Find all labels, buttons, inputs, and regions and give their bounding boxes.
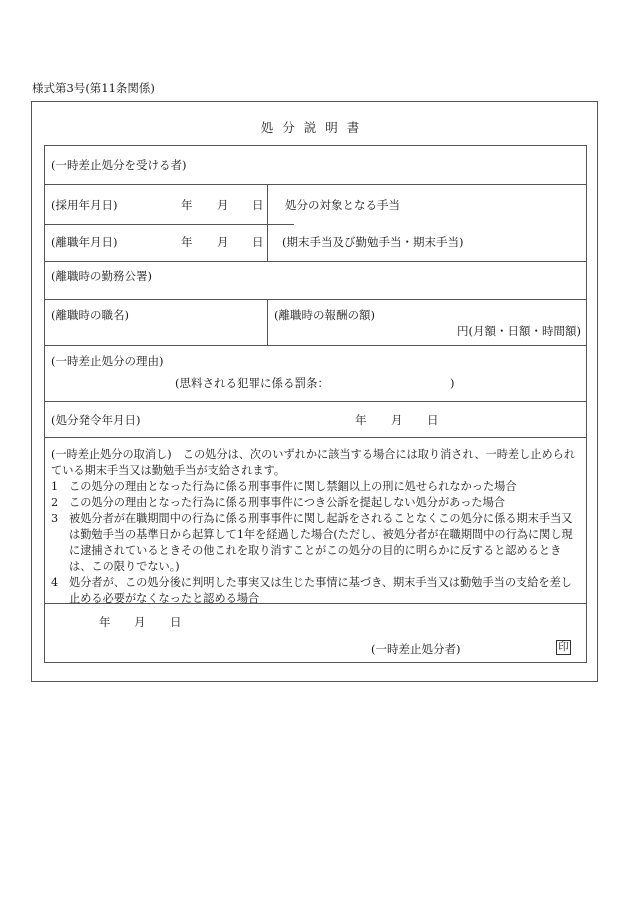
issue-day-unit: 日 xyxy=(427,413,439,427)
row-divider xyxy=(45,184,586,185)
list-item-number: 4 xyxy=(51,576,59,589)
list-item xyxy=(51,495,583,511)
penal-clause-label: (思料される犯罪に係る罰条： xyxy=(175,376,329,390)
signature-day-unit: 日 xyxy=(170,615,182,629)
cancellation-intro: (一時差止処分の取消し) この処分は、次のいずれかに該当する場合には取り消され、一時差し止められている期末手当又は勤勉手当が支給されます。 xyxy=(51,448,576,477)
issue-month-unit: 月 xyxy=(391,413,403,427)
row-divider xyxy=(45,437,586,438)
hire-day-unit: 日 xyxy=(252,198,264,212)
row-divider xyxy=(45,345,586,346)
issue-date-label: (処分発令年月日) xyxy=(51,413,141,427)
salary-label: (離職時の報酬の額) xyxy=(274,308,375,322)
page-title: 処分説明書 xyxy=(260,120,369,135)
signature-year-unit: 年 xyxy=(99,615,111,629)
list-item-number: 1 xyxy=(51,480,59,493)
reason-label: (一時差止処分の理由) xyxy=(51,354,164,368)
salary-unit: 円(月額・日額・時間額) xyxy=(457,324,581,338)
retire-month-unit: 月 xyxy=(217,235,229,249)
row-divider xyxy=(45,224,294,225)
row-divider xyxy=(45,401,586,402)
row-divider xyxy=(45,261,586,262)
retire-day-unit: 日 xyxy=(252,235,264,249)
office-label: (離職時の勤務公署) xyxy=(51,269,152,283)
column-divider xyxy=(267,299,268,345)
list-item-text: この処分の理由となった行為に係る刑事事件につき公訴を提起しない処分があった場合 xyxy=(69,496,505,509)
cancellation-section xyxy=(51,447,583,607)
list-item-text: 被処分者が在職期間中の行為に係る刑事事件に関し起訴をされることなくこの処分に係る期末手当又は勤勉手当の基準日から起算して1年を経過した場合(ただし、被処分者が在職期間中の行為に関し現に逮捕されているときその他これを取り消すことがこの処分の目的に明らかに反すると認めるときは、この限りでない。) xyxy=(69,512,573,573)
list-item-number: 2 xyxy=(51,496,59,509)
retire-year-unit: 年 xyxy=(181,235,193,249)
row-divider xyxy=(45,299,586,300)
seal-mark: 印 xyxy=(556,640,571,655)
form-number-label: 様式第3号(第11条関係) xyxy=(32,81,155,95)
target-allowance-value: (期末手当及び勤勉手当・期末手当) xyxy=(282,235,464,249)
signature-month-unit: 月 xyxy=(134,615,146,629)
list-item-text: この処分の理由となった行為に係る刑事事件に関し禁錮以上の刑に処せられなかった場合 xyxy=(69,480,517,493)
position-label: (離職時の職名) xyxy=(51,308,129,322)
list-item xyxy=(51,511,583,575)
column-divider xyxy=(267,184,268,261)
issue-year-unit: 年 xyxy=(355,413,367,427)
disposition-table xyxy=(44,145,587,663)
issuer-label: (一時差止処分者) xyxy=(371,642,461,656)
list-item-number: 3 xyxy=(51,512,59,525)
retire-date-label: (離職年月日) xyxy=(51,235,118,249)
target-allowance-label: 処分の対象となる手当 xyxy=(285,198,400,212)
list-item xyxy=(51,575,583,607)
hire-year-unit: 年 xyxy=(181,198,193,212)
list-item xyxy=(51,479,583,495)
recipient-field: (一時差止処分を受ける者) xyxy=(51,158,187,172)
hire-date-label: (採用年月日) xyxy=(51,198,118,212)
list-item-text: 処分者が、この処分後に判明した事実又は生じた事情に基づき、期末手当又は勤勉手当の支給を差し止める必要がなくなったと認める場合 xyxy=(69,576,572,605)
penal-clause-close: ) xyxy=(450,376,455,390)
hire-month-unit: 月 xyxy=(217,198,229,212)
